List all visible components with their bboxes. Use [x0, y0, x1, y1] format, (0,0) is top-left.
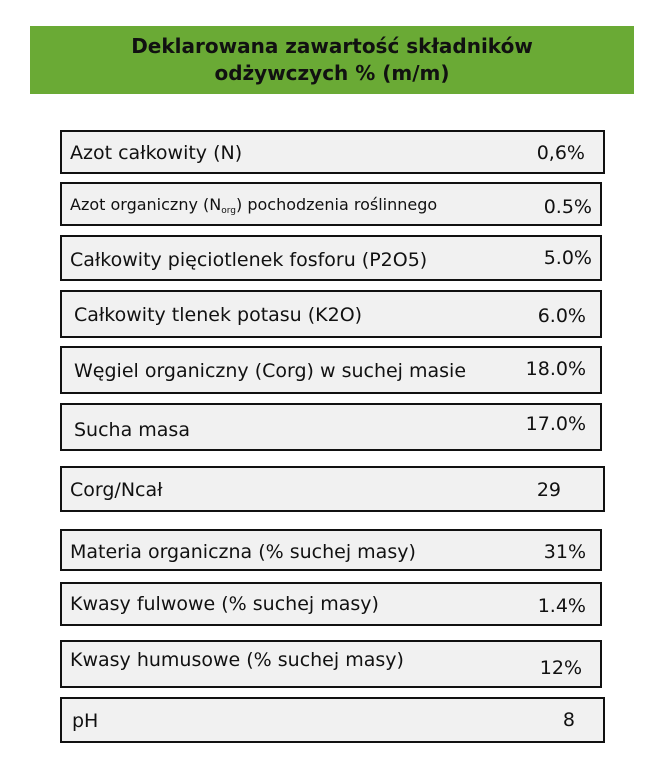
- row-label: pH: [72, 710, 99, 732]
- row-label-subscript: org: [221, 206, 236, 216]
- row-value: 17.0%: [525, 413, 586, 435]
- row-value: 31%: [543, 541, 586, 563]
- nutrient-row-potassium: [60, 290, 602, 338]
- row-value: 5.0%: [543, 247, 592, 269]
- row-value: 6.0%: [537, 305, 586, 327]
- row-label: Kwasy humusowe (% suchej masy): [70, 649, 404, 671]
- nutrient-row-fulvic-acids: [60, 582, 602, 626]
- row-label-main: Azot organiczny (N: [70, 195, 222, 214]
- row-label: Materia organiczna (% suchej masy): [70, 541, 416, 563]
- nutrient-row-organic-matter: [60, 529, 602, 571]
- row-value: 12%: [539, 657, 582, 679]
- row-value: 18.0%: [525, 358, 586, 380]
- row-label: Węgiel organiczny (Corg) w suchej masie: [74, 360, 467, 382]
- row-label: Całkowity pięciotlenek fosforu (P2O5): [70, 249, 428, 271]
- row-label: Całkowity tlenek potasu (K2O): [74, 304, 363, 326]
- row-value: 8: [562, 709, 575, 731]
- row-label: Corg/Ncał: [70, 479, 163, 501]
- nutrient-row-organic-nitrogen: [60, 182, 602, 226]
- nutrient-row-total-nitrogen: [60, 130, 605, 174]
- header-title-line-2: odżywczych % (m/m): [214, 61, 450, 85]
- nutrient-row-c-n-ratio: [60, 466, 605, 512]
- row-label: Azot całkowity (N): [70, 142, 243, 164]
- row-value: 0.5%: [543, 196, 592, 218]
- row-value: 29: [536, 479, 561, 501]
- row-label: Kwasy fulwowe (% suchej masy): [70, 593, 379, 615]
- nutrient-row-organic-carbon: [60, 346, 602, 394]
- nutrient-row-humic-acids: [60, 640, 602, 688]
- row-label: Sucha masa: [74, 419, 190, 441]
- row-value: 0,6%: [536, 142, 585, 164]
- table-header-banner: [30, 26, 634, 94]
- nutrient-row-dry-matter: [60, 403, 602, 451]
- row-label-rest: ) pochodzenia roślinnego: [236, 195, 438, 214]
- row-label: [70, 195, 437, 216]
- header-title-line-1: Deklarowana zawartość składników: [131, 34, 533, 58]
- row-value: 1.4%: [537, 595, 586, 617]
- nutrient-row-ph: [60, 697, 605, 743]
- nutrient-row-phosphorus: [60, 235, 602, 281]
